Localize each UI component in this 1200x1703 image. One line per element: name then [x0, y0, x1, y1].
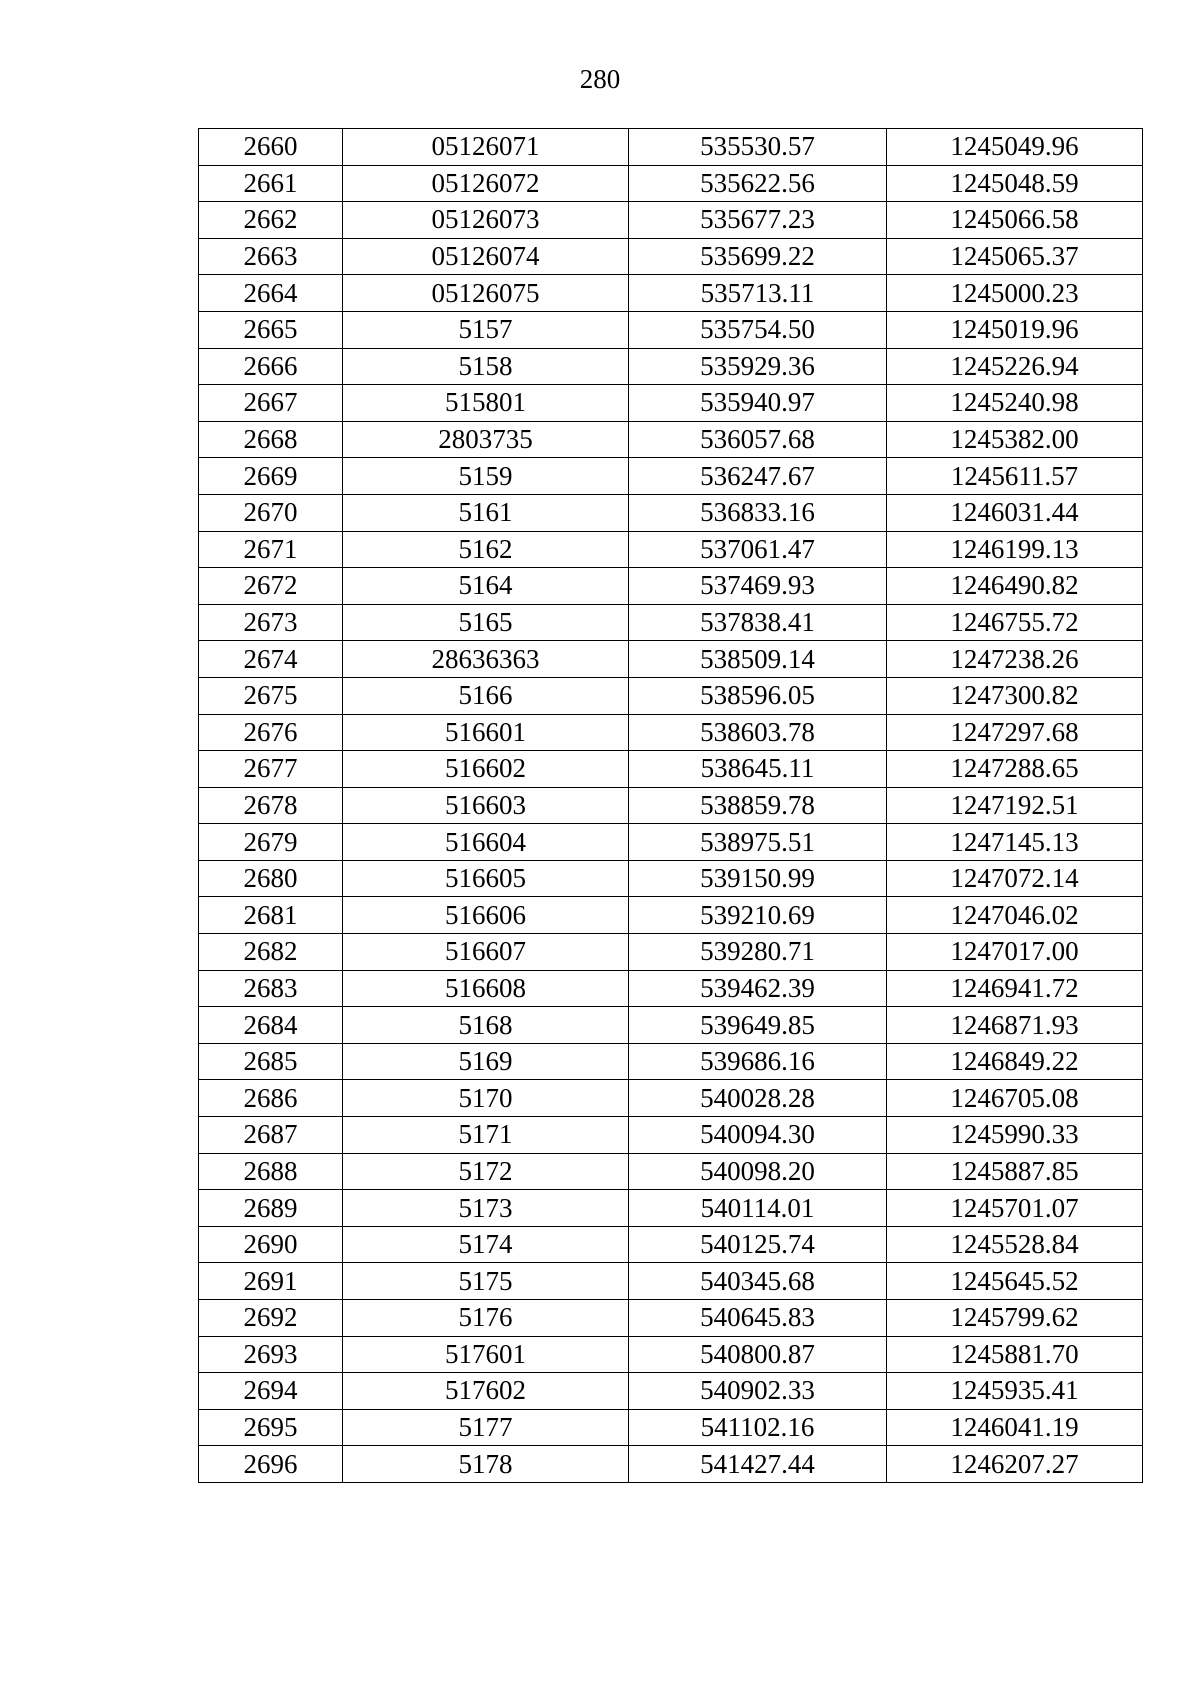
coordinates-table-body: [199, 129, 1143, 1483]
row-number-cell: 2661: [199, 165, 343, 202]
table-row: [199, 348, 1143, 385]
x-coordinate-cell: 538603.78: [629, 714, 887, 751]
row-number-cell: 2675: [199, 677, 343, 714]
row-number-cell: 2691: [199, 1263, 343, 1300]
point-id-cell: 5166: [343, 677, 629, 714]
table-row: [199, 934, 1143, 971]
y-coordinate-cell: 1245990.33: [887, 1117, 1143, 1154]
x-coordinate-cell: 540345.68: [629, 1263, 887, 1300]
point-id-cell: 5165: [343, 604, 629, 641]
row-number-cell: 2665: [199, 311, 343, 348]
point-id-cell: 5174: [343, 1226, 629, 1263]
table-row: [199, 568, 1143, 605]
x-coordinate-cell: 537061.47: [629, 531, 887, 568]
y-coordinate-cell: 1246755.72: [887, 604, 1143, 641]
row-number-cell: 2674: [199, 641, 343, 678]
point-id-cell: 2803735: [343, 421, 629, 458]
point-id-cell: 5161: [343, 494, 629, 531]
point-id-cell: 515801: [343, 385, 629, 422]
row-number-cell: 2693: [199, 1336, 343, 1373]
row-number-cell: 2692: [199, 1300, 343, 1337]
x-coordinate-cell: 535713.11: [629, 275, 887, 312]
point-id-cell: 517601: [343, 1336, 629, 1373]
y-coordinate-cell: 1245935.41: [887, 1373, 1143, 1410]
table-row: [199, 604, 1143, 641]
point-id-cell: 516607: [343, 934, 629, 971]
y-coordinate-cell: 1245240.98: [887, 385, 1143, 422]
y-coordinate-cell: 1247046.02: [887, 897, 1143, 934]
x-coordinate-cell: 539210.69: [629, 897, 887, 934]
row-number-cell: 2685: [199, 1043, 343, 1080]
point-id-cell: 516601: [343, 714, 629, 751]
row-number-cell: 2670: [199, 494, 343, 531]
point-id-cell: 5170: [343, 1080, 629, 1117]
x-coordinate-cell: 535622.56: [629, 165, 887, 202]
point-id-cell: 5177: [343, 1409, 629, 1446]
table-row: [199, 1007, 1143, 1044]
row-number-cell: 2662: [199, 202, 343, 239]
x-coordinate-cell: 535677.23: [629, 202, 887, 239]
x-coordinate-cell: 540098.20: [629, 1153, 887, 1190]
y-coordinate-cell: 1245382.00: [887, 421, 1143, 458]
row-number-cell: 2679: [199, 824, 343, 861]
x-coordinate-cell: 540902.33: [629, 1373, 887, 1410]
y-coordinate-cell: 1246871.93: [887, 1007, 1143, 1044]
x-coordinate-cell: 540094.30: [629, 1117, 887, 1154]
table-row: [199, 421, 1143, 458]
x-coordinate-cell: 536057.68: [629, 421, 887, 458]
table-row: [199, 238, 1143, 275]
row-number-cell: 2682: [199, 934, 343, 971]
coordinates-table: [198, 128, 1143, 1483]
x-coordinate-cell: 540125.74: [629, 1226, 887, 1263]
y-coordinate-cell: 1247017.00: [887, 934, 1143, 971]
point-id-cell: 5169: [343, 1043, 629, 1080]
x-coordinate-cell: 536833.16: [629, 494, 887, 531]
y-coordinate-cell: 1246705.08: [887, 1080, 1143, 1117]
point-id-cell: 516604: [343, 824, 629, 861]
table-row: [199, 275, 1143, 312]
point-id-cell: 516602: [343, 751, 629, 788]
row-number-cell: 2681: [199, 897, 343, 934]
table-row: [199, 1446, 1143, 1483]
row-number-cell: 2686: [199, 1080, 343, 1117]
row-number-cell: 2687: [199, 1117, 343, 1154]
table-row: [199, 897, 1143, 934]
y-coordinate-cell: 1245066.58: [887, 202, 1143, 239]
row-number-cell: 2672: [199, 568, 343, 605]
y-coordinate-cell: 1245226.94: [887, 348, 1143, 385]
table-row: [199, 311, 1143, 348]
table-row: [199, 458, 1143, 495]
point-id-cell: 5157: [343, 311, 629, 348]
x-coordinate-cell: 539649.85: [629, 1007, 887, 1044]
y-coordinate-cell: 1247145.13: [887, 824, 1143, 861]
point-id-cell: 5158: [343, 348, 629, 385]
row-number-cell: 2684: [199, 1007, 343, 1044]
point-id-cell: 05126072: [343, 165, 629, 202]
point-id-cell: 5171: [343, 1117, 629, 1154]
page-number: 280: [579, 64, 621, 94]
y-coordinate-cell: 1245065.37: [887, 238, 1143, 275]
row-number-cell: 2669: [199, 458, 343, 495]
point-id-cell: 05126073: [343, 202, 629, 239]
x-coordinate-cell: 540028.28: [629, 1080, 887, 1117]
point-id-cell: 5173: [343, 1190, 629, 1227]
table-row: [199, 1080, 1143, 1117]
row-number-cell: 2696: [199, 1446, 343, 1483]
x-coordinate-cell: 538645.11: [629, 751, 887, 788]
row-number-cell: 2671: [199, 531, 343, 568]
x-coordinate-cell: 535530.57: [629, 129, 887, 166]
y-coordinate-cell: 1246207.27: [887, 1446, 1143, 1483]
table-row: [199, 1263, 1143, 1300]
row-number-cell: 2664: [199, 275, 343, 312]
y-coordinate-cell: 1247288.65: [887, 751, 1143, 788]
point-id-cell: 05126071: [343, 129, 629, 166]
y-coordinate-cell: 1246941.72: [887, 970, 1143, 1007]
row-number-cell: 2666: [199, 348, 343, 385]
y-coordinate-cell: 1245611.57: [887, 458, 1143, 495]
table-row: [199, 714, 1143, 751]
table-row: [199, 787, 1143, 824]
x-coordinate-cell: 535940.97: [629, 385, 887, 422]
x-coordinate-cell: 536247.67: [629, 458, 887, 495]
point-id-cell: 517602: [343, 1373, 629, 1410]
table-row: [199, 641, 1143, 678]
table-row: [199, 970, 1143, 1007]
row-number-cell: 2690: [199, 1226, 343, 1263]
row-number-cell: 2677: [199, 751, 343, 788]
y-coordinate-cell: 1245701.07: [887, 1190, 1143, 1227]
point-id-cell: 516605: [343, 860, 629, 897]
y-coordinate-cell: 1247192.51: [887, 787, 1143, 824]
table-row: [199, 1043, 1143, 1080]
point-id-cell: 5159: [343, 458, 629, 495]
point-id-cell: 516603: [343, 787, 629, 824]
x-coordinate-cell: 540114.01: [629, 1190, 887, 1227]
y-coordinate-cell: 1245887.85: [887, 1153, 1143, 1190]
row-number-cell: 2668: [199, 421, 343, 458]
table-row: [199, 1409, 1143, 1446]
row-number-cell: 2683: [199, 970, 343, 1007]
x-coordinate-cell: 539462.39: [629, 970, 887, 1007]
x-coordinate-cell: 535699.22: [629, 238, 887, 275]
x-coordinate-cell: 541102.16: [629, 1409, 887, 1446]
point-id-cell: 05126075: [343, 275, 629, 312]
y-coordinate-cell: 1245645.52: [887, 1263, 1143, 1300]
table-row: [199, 1226, 1143, 1263]
row-number-cell: 2667: [199, 385, 343, 422]
table-row: [199, 1373, 1143, 1410]
row-number-cell: 2688: [199, 1153, 343, 1190]
x-coordinate-cell: 538509.14: [629, 641, 887, 678]
point-id-cell: 516606: [343, 897, 629, 934]
y-coordinate-cell: 1246031.44: [887, 494, 1143, 531]
row-number-cell: 2660: [199, 129, 343, 166]
table-row: [199, 1190, 1143, 1227]
x-coordinate-cell: 540645.83: [629, 1300, 887, 1337]
table-row: [199, 202, 1143, 239]
point-id-cell: 5175: [343, 1263, 629, 1300]
point-id-cell: 05126074: [343, 238, 629, 275]
table-row: [199, 385, 1143, 422]
y-coordinate-cell: 1246199.13: [887, 531, 1143, 568]
row-number-cell: 2695: [199, 1409, 343, 1446]
y-coordinate-cell: 1247238.26: [887, 641, 1143, 678]
x-coordinate-cell: 538596.05: [629, 677, 887, 714]
row-number-cell: 2676: [199, 714, 343, 751]
table-row: [199, 824, 1143, 861]
x-coordinate-cell: 539280.71: [629, 934, 887, 971]
y-coordinate-cell: 1245528.84: [887, 1226, 1143, 1263]
point-id-cell: 5164: [343, 568, 629, 605]
y-coordinate-cell: 1245799.62: [887, 1300, 1143, 1337]
table-row: [199, 1300, 1143, 1337]
x-coordinate-cell: 535929.36: [629, 348, 887, 385]
y-coordinate-cell: 1245019.96: [887, 311, 1143, 348]
table-row: [199, 165, 1143, 202]
y-coordinate-cell: 1247300.82: [887, 677, 1143, 714]
x-coordinate-cell: 539150.99: [629, 860, 887, 897]
table-row: [199, 1336, 1143, 1373]
table-row: [199, 494, 1143, 531]
y-coordinate-cell: 1245048.59: [887, 165, 1143, 202]
point-id-cell: 5176: [343, 1300, 629, 1337]
point-id-cell: 5168: [343, 1007, 629, 1044]
x-coordinate-cell: 541427.44: [629, 1446, 887, 1483]
y-coordinate-cell: 1247297.68: [887, 714, 1143, 751]
table-row: [199, 860, 1143, 897]
point-id-cell: 5172: [343, 1153, 629, 1190]
x-coordinate-cell: 539686.16: [629, 1043, 887, 1080]
point-id-cell: 516608: [343, 970, 629, 1007]
row-number-cell: 2694: [199, 1373, 343, 1410]
point-id-cell: 28636363: [343, 641, 629, 678]
y-coordinate-cell: 1246849.22: [887, 1043, 1143, 1080]
y-coordinate-cell: 1245881.70: [887, 1336, 1143, 1373]
row-number-cell: 2680: [199, 860, 343, 897]
x-coordinate-cell: 535754.50: [629, 311, 887, 348]
row-number-cell: 2663: [199, 238, 343, 275]
x-coordinate-cell: 538975.51: [629, 824, 887, 861]
row-number-cell: 2678: [199, 787, 343, 824]
x-coordinate-cell: 537838.41: [629, 604, 887, 641]
y-coordinate-cell: 1247072.14: [887, 860, 1143, 897]
point-id-cell: 5162: [343, 531, 629, 568]
table-row: [199, 751, 1143, 788]
table-row: [199, 1153, 1143, 1190]
y-coordinate-cell: 1246490.82: [887, 568, 1143, 605]
table-row: [199, 531, 1143, 568]
row-number-cell: 2673: [199, 604, 343, 641]
table-row: [199, 129, 1143, 166]
point-id-cell: 5178: [343, 1446, 629, 1483]
y-coordinate-cell: 1245049.96: [887, 129, 1143, 166]
y-coordinate-cell: 1245000.23: [887, 275, 1143, 312]
row-number-cell: 2689: [199, 1190, 343, 1227]
table-row: [199, 1117, 1143, 1154]
x-coordinate-cell: 540800.87: [629, 1336, 887, 1373]
x-coordinate-cell: 538859.78: [629, 787, 887, 824]
x-coordinate-cell: 537469.93: [629, 568, 887, 605]
table-row: [199, 677, 1143, 714]
y-coordinate-cell: 1246041.19: [887, 1409, 1143, 1446]
